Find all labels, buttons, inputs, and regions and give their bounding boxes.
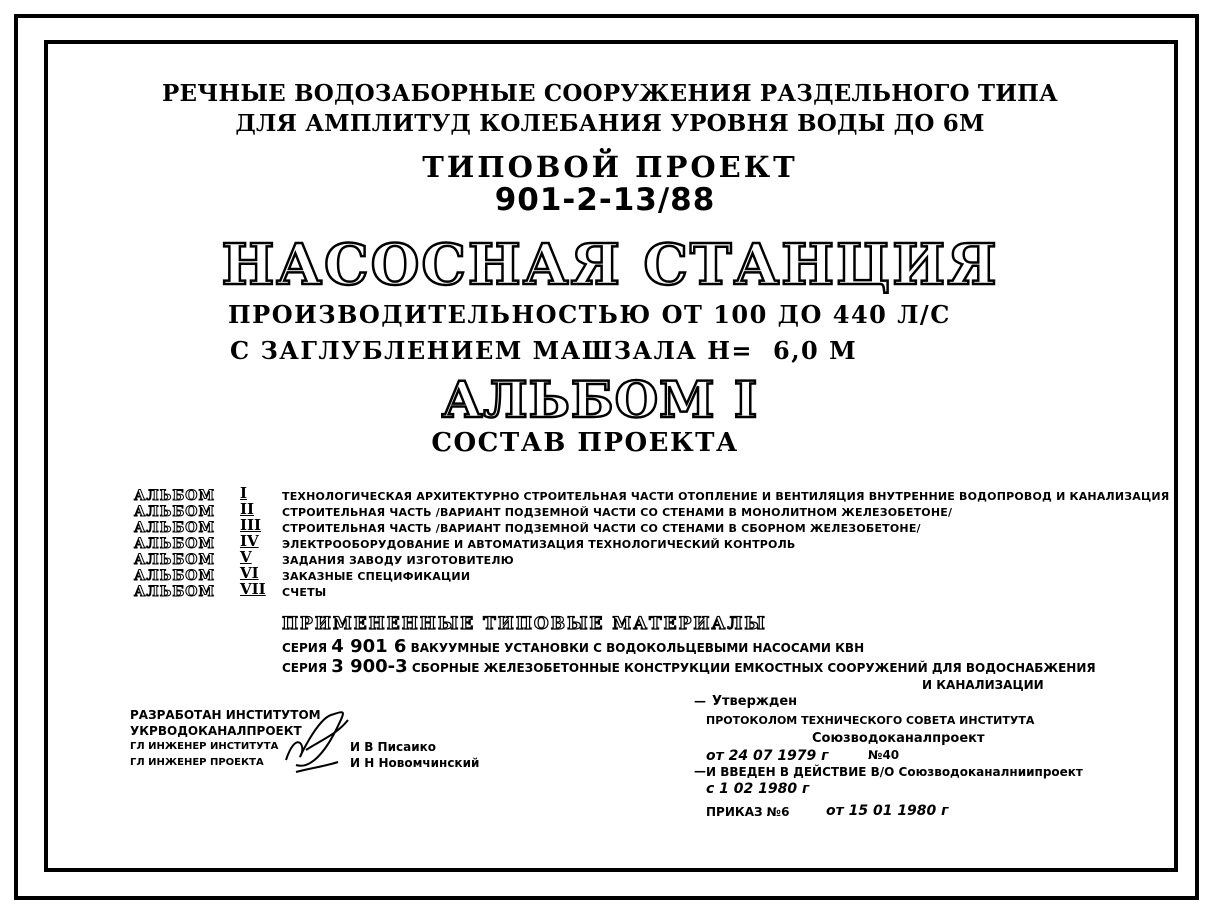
depth-value: 6,0 М [773,336,858,365]
developer-line-2: УКРВОДОКАНАЛПРОЕКТ [130,724,302,738]
approval-date: от 24 07 1979 г [706,748,829,764]
album-description: СТРОИТЕЛЬНАЯ ЧАСТЬ /ВАРИАНТ ПОДЗЕМНОЙ ЧАСТИ СО СТЕНАМИ В МОНОЛИТНОМ ЖЕЛЕЗОБЕТОНЕ/ [282,506,953,519]
album-name: АЛЬБОМ [134,504,215,520]
materials-line-1 [282,636,864,657]
album-number: I [240,484,248,502]
series-prefix: СЕРИЯ [282,661,328,675]
album-name: АЛЬБОМ [134,584,215,600]
developer-role-2: ГЛ ИНЖЕНЕР ПРОЕКТА [130,757,264,768]
developer-name-1: И В Писаико [350,740,437,754]
developer-role-1: ГЛ ИНЖЕНЕР ИНСТИТУТА [130,741,279,752]
enactment-dash: — [694,764,706,778]
series-prefix: СЕРИЯ [282,641,328,655]
project-number: 901-2-13/88 [494,182,716,218]
series-number: 4 901 6 [331,636,407,657]
album-description: СТРОИТЕЛЬНАЯ ЧАСТЬ /ВАРИАНТ ПОДЗЕМНОЙ ЧАСТИ СО СТЕНАМИ В СБОРНОМ ЖЕЛЕЗОБЕТОНЕ/ [282,522,921,535]
developer-name-2: И Н Новомчинский [350,756,480,770]
depth-line: С ЗАГЛУБЛЕНИЕМ МАШЗАЛА Н= [230,336,753,365]
capacity-line: ПРОИЗВОДИТЕЛЬНОСТЬЮ ОТ 100 ДО 440 Л/С [228,300,951,329]
album-number: V [240,548,252,566]
album-name: АЛЬБОМ [134,488,215,504]
album-number: VI [240,564,259,582]
album-description: ТЕХНОЛОГИЧЕСКАЯ АРХИТЕКТУРНО СТРОИТЕЛЬНАЯ ЧАСТИ ОТОПЛЕНИЕ И ВЕНТИЛЯЦИЯ ВНУТРЕННИЕ ВОДОПРОВОД И КАНАЛИЗАЦИЯ [282,490,1170,503]
album-number: IV [240,532,259,550]
contents-title: СОСТАВ ПРОЕКТА [431,428,739,458]
approval-line-1: Утвержден [712,694,798,709]
enactment-line: И ВВЕДЕН В ДЕЙСТВИЕ В/О Союзводоканалниипроект [706,765,1083,779]
signature-icon [276,700,356,780]
materials-line-2-cont: И КАНАЛИЗАЦИИ [922,678,1044,692]
album-number: II [240,500,255,518]
album-number: VII [240,580,266,598]
order-date: от 15 01 1980 г [826,803,949,819]
series-text: ВАКУУМНЫЕ УСТАНОВКИ С ВОДОКОЛЬЦЕВЫМИ НАСОСАМИ КВН [410,641,865,655]
main-title: НАСОСНАЯ СТАНЦИЯ [221,232,999,298]
materials-line-2 [282,656,1096,677]
order-number: ПРИКАЗ №6 [706,805,790,819]
approval-line-2: ПРОТОКОЛОМ ТЕХНИЧЕСКОГО СОВЕТА ИНСТИТУТА [706,714,1035,727]
series-text: СБОРНЫЕ ЖЕЛЕЗОБЕТОННЫЕ КОНСТРУКЦИИ ЕМКОСТНЫХ СООРУЖЕНИЙ ДЛЯ ВОДОСНАБЖЕНИЯ [411,661,1096,675]
materials-heading: ПРИМЕНЕННЫЕ ТИПОВЫЕ МАТЕРИАЛЫ [282,614,767,634]
project-label: ТИПОВОЙ ПРОЕКТ [422,150,798,184]
developer-line-1: РАЗРАБОТАН ИНСТИТУТОМ [130,708,321,722]
album-name: АЛЬБОМ [134,520,215,536]
album-number: III [240,516,262,534]
album-name: АЛЬБОМ [134,568,215,584]
album-description: ЗАДАНИЯ ЗАВОДУ ИЗГОТОВИТЕЛЮ [282,554,514,567]
album-title: АЛЬБОМ I [441,370,759,429]
series-number: 3 900-3 [331,656,408,677]
album-description: СЧЕТЫ [282,586,327,599]
enactment-date: с 1 02 1980 г [706,781,810,797]
approval-dash: — [694,694,706,708]
title-line-2: ДЛЯ АМПЛИТУД КОЛЕБАНИЯ УРОВНЯ ВОДЫ ДО 6М [235,110,985,137]
approval-line-3: Союзводоканалпроект [812,731,985,746]
album-name: АЛЬБОМ [134,536,215,552]
title-line-1: РЕЧНЫЕ ВОДОЗАБОРНЫЕ СООРУЖЕНИЯ РАЗДЕЛЬНОГО ТИПА [161,80,1058,107]
approval-number: №40 [868,748,900,762]
album-description: ЗАКАЗНЫЕ СПЕЦИФИКАЦИИ [282,570,471,583]
album-description: ЭЛЕКТРООБОРУДОВАНИЕ И АВТОМАТИЗАЦИЯ ТЕХНОЛОГИЧЕСКИЙ КОНТРОЛЬ [282,538,796,551]
album-name: АЛЬБОМ [134,552,215,568]
